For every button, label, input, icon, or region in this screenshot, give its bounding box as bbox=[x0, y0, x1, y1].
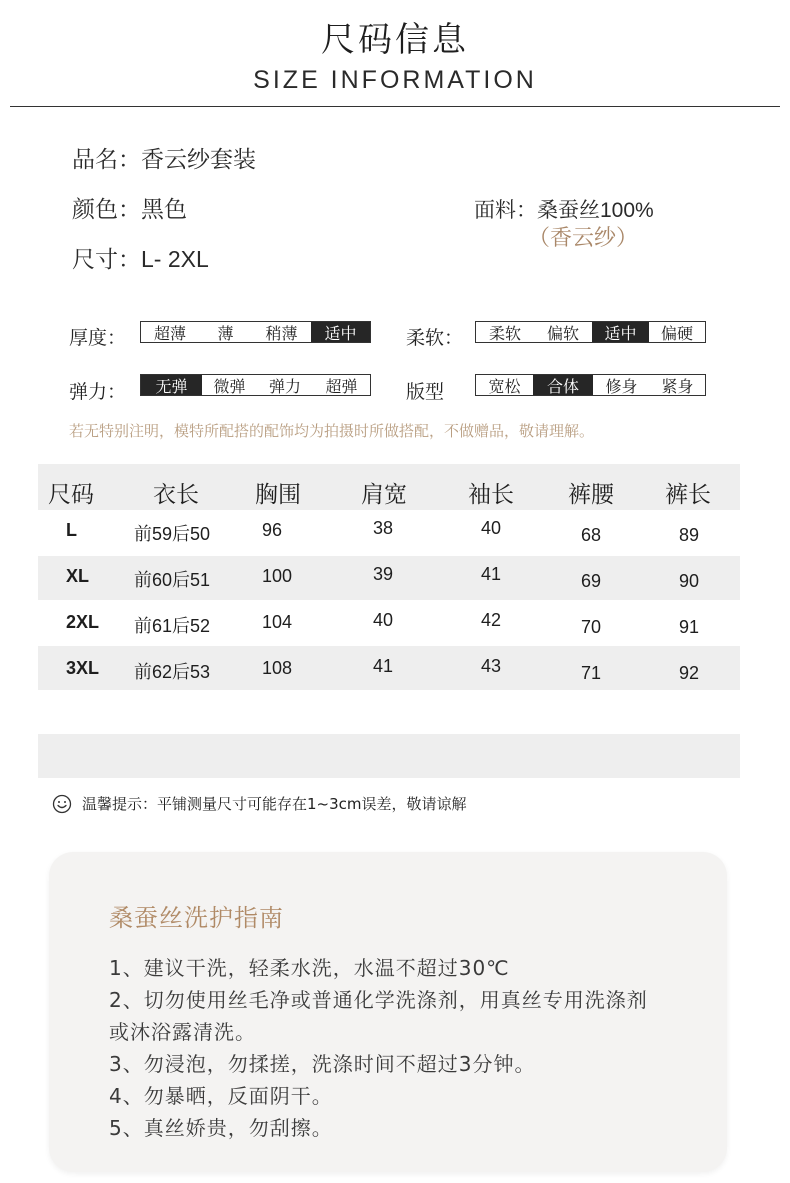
table-cell: 41 bbox=[481, 564, 502, 584]
table-cell: 108 bbox=[262, 658, 293, 678]
softness-label: 柔软： bbox=[406, 327, 464, 349]
measurement-tip bbox=[52, 793, 467, 814]
thickness-option: 适中 bbox=[311, 322, 370, 342]
table-header-cell: 肩宽 bbox=[361, 482, 407, 508]
table-cell: 40 bbox=[373, 610, 394, 630]
product-color-value: 黑色 bbox=[141, 196, 187, 222]
product-fabric-note: （香云纱） bbox=[528, 226, 639, 251]
elasticity-option: 无弹 bbox=[141, 375, 202, 395]
table-cell-size: 3XL bbox=[66, 658, 100, 678]
table-cell: 43 bbox=[481, 656, 502, 676]
softness-option: 适中 bbox=[592, 322, 649, 342]
header-divider bbox=[10, 106, 780, 107]
empty-band bbox=[38, 734, 740, 778]
table-header-cell: 胸围 bbox=[255, 482, 301, 508]
product-fabric bbox=[474, 194, 654, 224]
tip-text: 温馨提示：平铺测量尺寸可能存在1~3cm误差，敬请谅解 bbox=[82, 795, 467, 813]
fit-label: 版型 bbox=[406, 381, 445, 403]
table-header-cell: 裤腰 bbox=[568, 482, 614, 508]
table-cell: 前62后53 bbox=[134, 662, 211, 682]
table-cell: 100 bbox=[262, 566, 293, 586]
softness-option: 偏软 bbox=[546, 323, 579, 343]
table-cell: 71 bbox=[581, 663, 602, 683]
elasticity-label: 弹力： bbox=[69, 381, 127, 403]
table-header-cell: 裤长 bbox=[665, 482, 711, 508]
table-cell: 92 bbox=[679, 663, 700, 683]
elasticity-option: 弹力 bbox=[268, 376, 301, 396]
fit-scale bbox=[475, 374, 706, 396]
table-cell: 38 bbox=[373, 518, 394, 538]
table-cell: 前61后52 bbox=[134, 616, 211, 636]
fit-option: 紧身 bbox=[661, 376, 694, 396]
table-cell: 90 bbox=[679, 571, 700, 591]
table-cell: 前59后50 bbox=[134, 524, 211, 544]
table-cell: 前60后51 bbox=[134, 570, 211, 590]
table-cell: 89 bbox=[679, 525, 700, 545]
product-fabric-label: 面料： bbox=[474, 198, 537, 222]
table-header-cell: 袖长 bbox=[468, 482, 514, 508]
table-cell-size: XL bbox=[66, 566, 90, 586]
table-header-cell: 衣长 bbox=[153, 482, 199, 508]
product-size-label: 尺寸： bbox=[72, 247, 141, 273]
care-guide-title: 桑蚕丝洗护指南 bbox=[109, 904, 284, 932]
product-color-label: 颜色： bbox=[72, 197, 141, 223]
table-cell: 40 bbox=[481, 518, 502, 538]
thickness-option: 稍薄 bbox=[265, 323, 298, 343]
smile-icon bbox=[52, 794, 72, 814]
fit-option: 合体 bbox=[533, 375, 593, 395]
disclaimer-text: 若无特别注明，模特所配搭的配饰均为拍摄时所做搭配，不做赠品，敬请理解。 bbox=[69, 422, 595, 440]
table-cell: 68 bbox=[581, 525, 602, 545]
elasticity-option: 超弹 bbox=[325, 376, 358, 396]
product-size-value: L- 2XL bbox=[141, 246, 209, 272]
product-color bbox=[72, 191, 187, 224]
fit-option: 宽松 bbox=[488, 376, 521, 396]
care-guide-line: 2、切勿使用丝毛净或普通化学洗涤剂，用真丝专用洗涤剂 bbox=[109, 988, 648, 1012]
softness-scale bbox=[475, 321, 706, 343]
table-cell: 70 bbox=[581, 617, 602, 637]
table-cell: 42 bbox=[481, 610, 502, 630]
product-fabric-value: 桑蚕丝100% bbox=[537, 199, 654, 222]
thickness-option: 超薄 bbox=[153, 323, 186, 343]
care-guide-line: 或沐浴露清洗。 bbox=[109, 1020, 256, 1044]
fit-option: 修身 bbox=[605, 376, 638, 396]
care-guide-line: 3、勿浸泡，勿揉搓，洗涤时间不超过3分钟。 bbox=[109, 1052, 536, 1076]
thickness-option: 薄 bbox=[217, 323, 234, 343]
elasticity-option: 微弹 bbox=[213, 376, 246, 396]
table-cell-size: L bbox=[66, 520, 77, 540]
care-guide-line: 1、建议干洗，轻柔水洗，水温不超过30℃ bbox=[109, 956, 510, 980]
table-cell-size: 2XL bbox=[66, 612, 100, 632]
table-cell: 69 bbox=[581, 571, 602, 591]
product-name bbox=[72, 141, 256, 174]
softness-option: 柔软 bbox=[488, 323, 521, 343]
table-cell: 96 bbox=[262, 520, 283, 540]
table-cell: 39 bbox=[373, 564, 394, 584]
product-name-label: 品名： bbox=[72, 147, 141, 173]
table-cell: 91 bbox=[679, 617, 700, 637]
table-cell: 41 bbox=[373, 656, 394, 676]
care-guide-line: 4、勿暴晒，反面阴干。 bbox=[109, 1084, 333, 1108]
thickness-scale bbox=[140, 321, 371, 343]
product-size bbox=[72, 241, 209, 274]
care-guide-line: 5、真丝娇贵，勿刮擦。 bbox=[109, 1116, 333, 1140]
table-header-cell: 尺码 bbox=[48, 482, 94, 508]
softness-option: 偏硬 bbox=[660, 323, 693, 343]
page-subtitle: SIZE INFORMATION bbox=[253, 66, 537, 94]
product-name-value: 香云纱套装 bbox=[141, 146, 256, 172]
table-cell: 104 bbox=[262, 612, 293, 632]
thickness-label: 厚度： bbox=[69, 327, 127, 349]
page-title: 尺码信息 bbox=[321, 20, 469, 60]
elasticity-scale bbox=[140, 374, 371, 396]
